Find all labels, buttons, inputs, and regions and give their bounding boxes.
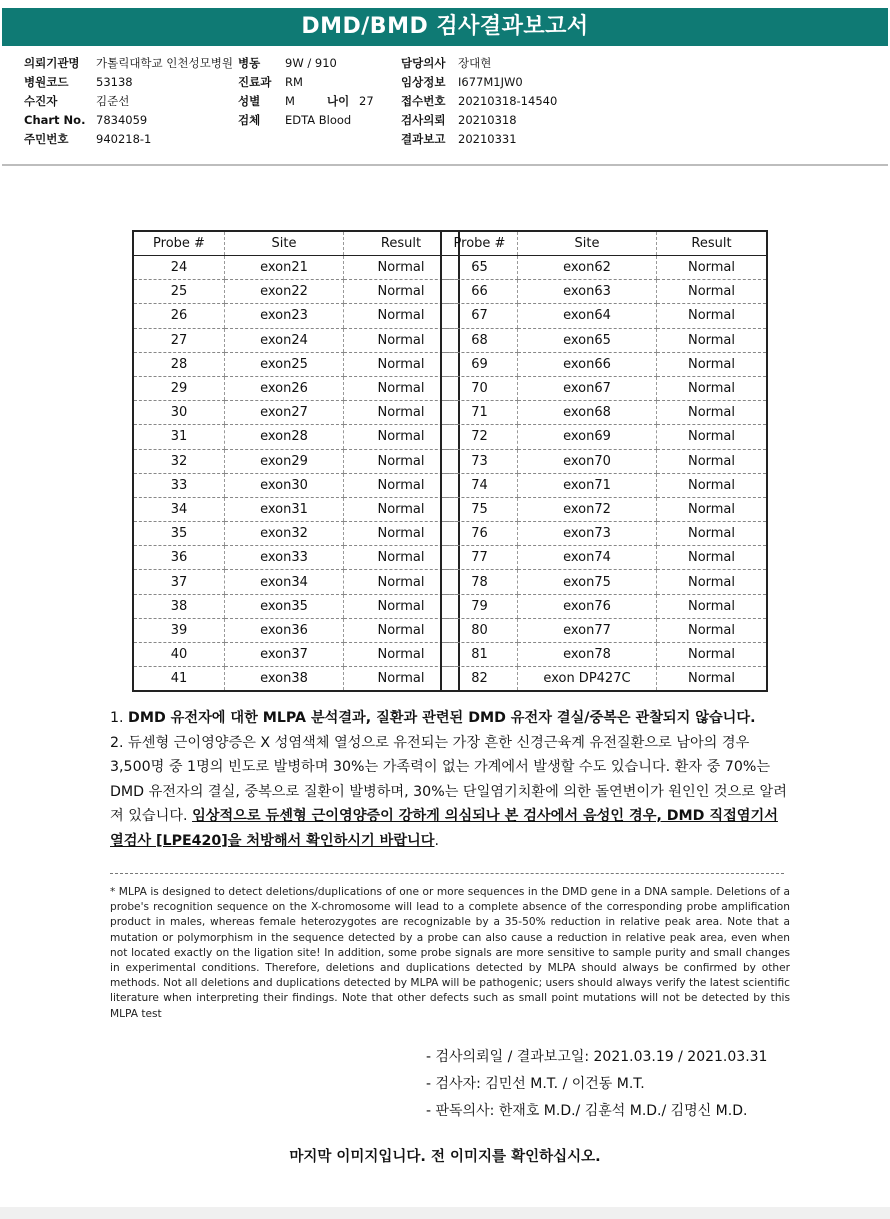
cell-result: Normal xyxy=(657,522,768,546)
cell-result: Normal xyxy=(344,304,460,328)
cell-result: Normal xyxy=(344,449,460,473)
cell-probe: 79 xyxy=(441,594,518,618)
cell-site: exon72 xyxy=(518,497,657,521)
table-row xyxy=(441,546,767,570)
table-row xyxy=(133,522,459,546)
cell-result: Normal xyxy=(657,352,768,376)
table-row xyxy=(133,473,459,497)
cell-result: Normal xyxy=(657,594,768,618)
info-row-receipt-no xyxy=(401,92,557,111)
cell-result: Normal xyxy=(344,643,460,667)
cell-probe: 36 xyxy=(133,546,225,570)
cell-site: exon66 xyxy=(518,352,657,376)
cell-site: exon22 xyxy=(225,280,344,304)
cell-result: Normal xyxy=(344,570,460,594)
table-row xyxy=(133,449,459,473)
table-row xyxy=(441,570,767,594)
note-1 xyxy=(110,706,790,731)
info-label: 접수번호 xyxy=(401,94,446,108)
info-value: 9W / 910 xyxy=(285,56,337,70)
cell-site: exon37 xyxy=(225,643,344,667)
note-1-number: 1. xyxy=(110,710,129,726)
info-label: 수진자 xyxy=(24,94,58,108)
cell-result: Normal xyxy=(657,280,768,304)
cell-result: Normal xyxy=(657,425,768,449)
cell-site: exon33 xyxy=(225,546,344,570)
info-row-institution xyxy=(24,54,233,73)
table-row xyxy=(133,256,459,280)
cell-site: exon62 xyxy=(518,256,657,280)
patient-info-right xyxy=(401,54,557,149)
probe-table-right xyxy=(440,230,768,692)
cell-probe: 76 xyxy=(441,522,518,546)
cell-result: Normal xyxy=(657,497,768,521)
info-label: 병원코드 xyxy=(24,75,69,89)
cell-site: exon30 xyxy=(225,473,344,497)
table-row xyxy=(133,570,459,594)
note-2-text: 2. 듀센형 근이영양증은 X 성염색체 열성으로 유전되는 가장 흔한 신경근육계 유전질환으로 남아의 경우 3,500명 중 1명의 빈도로 발병하며 30%는 가족력이 없는 가계에서 발생할 수도 있습니다. 환자 중 70%는 DMD 유전자의 결실, 중복으로 질환이 발병하며, 30%는 단일염기치환에 의한 돌연변이가 원인인 것으로 알려져 있습니다. xyxy=(110,734,787,824)
patient-info-middle xyxy=(238,54,374,130)
info-row-patient-name xyxy=(24,92,233,111)
cell-probe: 29 xyxy=(133,376,225,400)
interpretation-notes xyxy=(110,706,790,853)
cell-result: Normal xyxy=(657,449,768,473)
note-2-recommendation: 임상적으로 듀센형 근이영양증이 강하게 의심되나 본 검사에서 음성인 경우, DMD 직접염기서열검사 [LPE420]을 처방해서 확인하시기 바랍니다 xyxy=(110,808,778,849)
cell-site: exon28 xyxy=(225,425,344,449)
cell-result: Normal xyxy=(657,256,768,280)
dashed-divider xyxy=(110,873,784,874)
cell-probe: 25 xyxy=(133,280,225,304)
cell-probe: 35 xyxy=(133,522,225,546)
info-label: 결과보고 xyxy=(401,132,446,146)
cell-site: exon26 xyxy=(225,376,344,400)
cell-result: Normal xyxy=(344,401,460,425)
info-value: 20210318 xyxy=(458,113,517,127)
cell-result: Normal xyxy=(657,304,768,328)
table-row xyxy=(133,328,459,352)
table-header-row xyxy=(441,231,767,256)
table-row xyxy=(441,376,767,400)
table-row xyxy=(441,449,767,473)
note-2 xyxy=(110,731,790,854)
info-label: 나이 xyxy=(327,94,350,108)
table-row xyxy=(133,280,459,304)
cell-result: Normal xyxy=(657,376,768,400)
info-row-specimen xyxy=(238,111,374,130)
cell-probe: 68 xyxy=(441,328,518,352)
table-row xyxy=(441,328,767,352)
cell-probe: 72 xyxy=(441,425,518,449)
info-value: 20210331 xyxy=(458,132,517,146)
header-divider xyxy=(2,164,888,166)
header-probe: Probe # xyxy=(441,231,518,256)
cell-result: Normal xyxy=(344,522,460,546)
cell-site: exon32 xyxy=(225,522,344,546)
header-result: Result xyxy=(657,231,768,256)
cell-site: exon36 xyxy=(225,618,344,642)
cell-probe: 65 xyxy=(441,256,518,280)
info-value: I677M1JW0 xyxy=(458,75,523,89)
info-label: 주민번호 xyxy=(24,132,69,146)
signature-physicians: - 판독의사: 한재호 M.D./ 김훈석 M.D./ 김명신 M.D. xyxy=(426,1103,748,1119)
cell-site: exon23 xyxy=(225,304,344,328)
cell-probe: 78 xyxy=(441,570,518,594)
table-row xyxy=(441,618,767,642)
cell-result: Normal xyxy=(657,328,768,352)
cell-probe: 71 xyxy=(441,401,518,425)
cell-probe: 74 xyxy=(441,473,518,497)
info-label: 병동 xyxy=(238,56,261,70)
info-row-department xyxy=(238,73,374,92)
info-row-sex-age xyxy=(238,92,374,111)
cell-site: exon71 xyxy=(518,473,657,497)
cell-result: Normal xyxy=(657,401,768,425)
table-row xyxy=(441,497,767,521)
cell-probe: 40 xyxy=(133,643,225,667)
info-value: 940218-1 xyxy=(96,132,152,146)
cell-result: Normal xyxy=(344,256,460,280)
cell-probe: 81 xyxy=(441,643,518,667)
info-value: 27 xyxy=(359,94,374,108)
cell-site: exon75 xyxy=(518,570,657,594)
cell-result: Normal xyxy=(344,618,460,642)
info-label: 임상정보 xyxy=(401,75,446,89)
table-row xyxy=(441,304,767,328)
cell-site: exon21 xyxy=(225,256,344,280)
table-row xyxy=(441,473,767,497)
cell-result: Normal xyxy=(657,473,768,497)
table-row xyxy=(133,304,459,328)
table-row xyxy=(441,667,767,692)
cell-site: exon69 xyxy=(518,425,657,449)
info-row-resident-no xyxy=(24,130,233,149)
patient-info-left xyxy=(24,54,233,149)
info-row-hospital-code xyxy=(24,73,233,92)
cell-result: Normal xyxy=(344,594,460,618)
info-value: 장대현 xyxy=(458,56,492,70)
mlpa-disclaimer: * MLPA is designed to detect deletions/duplications of one or more sequences in the DMD gene in a DNA sample. Deletions of a probe's recognition sequence on the X-chromosome will lead to a complete absence of the corresponding probe amplification product in males, whereas female heterozygotes are recognizable by a 35-50% reduction in relative peak area. Note that a mutation or polymorphism in the sequence detected by a probe can also cause a reduction in relative peak area, even when not located exactly on the ligation site! In addition, some probe signals are more sensitive to sample purity and small changes in experimental conditions. Therefore, deletions and duplications detected by MLPA should always be confirmed by other methods. Not all deletions and duplications detected by MLPA will be pathogenic; users should always verify the latest scientific literature when interpreting their findings. Note that other defects such as small point mutations will not be detected by this MLPA test xyxy=(110,886,790,1020)
cell-probe: 82 xyxy=(471,671,488,687)
cell-site: exon35 xyxy=(225,594,344,618)
cell-site: exon34 xyxy=(225,570,344,594)
cell-probe: 27 xyxy=(133,328,225,352)
cell-probe: 80 xyxy=(441,618,518,642)
table-row xyxy=(133,643,459,667)
cell-site: exon65 xyxy=(518,328,657,352)
header-result: Result xyxy=(344,231,460,256)
final-page-message: 마지막 이미지입니다. 전 이미지를 확인하십시오. xyxy=(289,1149,601,1165)
cell-site: exon70 xyxy=(518,449,657,473)
cell-probe: 70 xyxy=(441,376,518,400)
info-label: 담당의사 xyxy=(401,56,446,70)
cell-site: exon31 xyxy=(225,497,344,521)
cell-result: Normal xyxy=(657,667,768,692)
cell-site: exon29 xyxy=(225,449,344,473)
cell-site: exon67 xyxy=(518,376,657,400)
report-title: DMD/BMD 검사결과보고서 xyxy=(2,8,888,46)
cell-probe: 41 xyxy=(170,671,188,687)
cell-site: exon78 xyxy=(518,643,657,667)
cell-site: exon77 xyxy=(518,618,657,642)
table-row xyxy=(441,256,767,280)
info-value: 20210318-14540 xyxy=(458,94,558,108)
cell-site: exon74 xyxy=(518,546,657,570)
cell-result: Normal xyxy=(657,618,768,642)
info-label: 검체 xyxy=(238,113,261,127)
table-row xyxy=(133,425,459,449)
table-row xyxy=(133,497,459,521)
cell-probe: 26 xyxy=(133,304,225,328)
cell-site: exon24 xyxy=(225,328,344,352)
table-row xyxy=(133,667,459,692)
cell-site: exon38 xyxy=(225,667,344,692)
cell-site: exon63 xyxy=(518,280,657,304)
probe-table-left xyxy=(132,230,460,692)
cell-result: Normal xyxy=(344,425,460,449)
note-2-end: . xyxy=(434,832,439,849)
cell-probe: 31 xyxy=(133,425,225,449)
info-label: 성별 xyxy=(238,94,261,108)
header-probe: Probe # xyxy=(133,231,225,256)
cell-site: exon DP427C xyxy=(518,667,657,692)
info-row-chart-no xyxy=(24,111,233,130)
cell-result: Normal xyxy=(344,497,460,521)
cell-probe: 38 xyxy=(133,594,225,618)
signature-dates: - 검사의뢰일 / 결과보고일: 2021.03.19 / 2021.03.31 xyxy=(426,1049,768,1065)
cell-result: Normal xyxy=(344,352,460,376)
cell-probe: 34 xyxy=(133,497,225,521)
table-row xyxy=(441,280,767,304)
info-value: EDTA Blood xyxy=(285,113,352,127)
table-row xyxy=(133,618,459,642)
table-row xyxy=(441,643,767,667)
cell-probe: 77 xyxy=(441,546,518,570)
cell-result: Normal xyxy=(657,570,768,594)
table-row xyxy=(441,522,767,546)
note-1-text: DMD 유전자에 대한 MLPA 분석결과, 질환과 관련된 DMD 유전자 결실/중복은 관찰되지 않습니다. xyxy=(128,710,756,726)
table-row xyxy=(133,352,459,376)
table-row xyxy=(441,425,767,449)
page-bottom-margin xyxy=(0,1207,890,1219)
info-value: RM xyxy=(285,75,303,89)
cell-probe: 39 xyxy=(133,618,225,642)
info-row-clinical-info xyxy=(401,73,557,92)
cell-result: Normal xyxy=(657,643,768,667)
cell-result: Normal xyxy=(344,473,460,497)
info-row-request-date xyxy=(401,111,557,130)
cell-probe: 67 xyxy=(441,304,518,328)
info-label: 검사의뢰 xyxy=(401,113,446,127)
info-value: 53138 xyxy=(96,75,133,89)
signature-block xyxy=(426,1044,767,1125)
info-value: 가톨릭대학교 인천성모병원 xyxy=(96,56,233,70)
info-label: 진료과 xyxy=(238,75,272,89)
cell-probe: 66 xyxy=(441,280,518,304)
info-label: 의뢰기관명 xyxy=(24,56,80,70)
table-row xyxy=(133,594,459,618)
cell-probe: 33 xyxy=(133,473,225,497)
cell-result: Normal xyxy=(344,376,460,400)
cell-result: Normal xyxy=(657,546,768,570)
cell-probe: 30 xyxy=(133,401,225,425)
info-value: M xyxy=(285,94,295,108)
table-row xyxy=(133,401,459,425)
table-row xyxy=(133,376,459,400)
info-row-report-date xyxy=(401,130,557,149)
cell-site: exon64 xyxy=(518,304,657,328)
table-row xyxy=(441,352,767,376)
table-row xyxy=(441,401,767,425)
cell-probe: 24 xyxy=(133,256,225,280)
table-row xyxy=(441,594,767,618)
info-value: 7834059 xyxy=(96,113,148,127)
cell-probe: 28 xyxy=(133,352,225,376)
cell-site: exon25 xyxy=(225,352,344,376)
table-row xyxy=(133,546,459,570)
cell-probe: 37 xyxy=(133,570,225,594)
header-site: Site xyxy=(225,231,344,256)
cell-probe: 75 xyxy=(441,497,518,521)
info-label: Chart No. xyxy=(24,113,86,127)
cell-site: exon27 xyxy=(225,401,344,425)
cell-result: Normal xyxy=(344,546,460,570)
info-row-doctor xyxy=(401,54,557,73)
cell-site: exon68 xyxy=(518,401,657,425)
cell-result: Normal xyxy=(344,667,460,692)
cell-result: Normal xyxy=(344,328,460,352)
table-header-row xyxy=(133,231,459,256)
header-site: Site xyxy=(518,231,657,256)
info-row-ward xyxy=(238,54,374,73)
cell-probe: 32 xyxy=(133,449,225,473)
cell-probe: 69 xyxy=(441,352,518,376)
cell-site: exon73 xyxy=(518,522,657,546)
info-value: 김준선 xyxy=(96,94,130,108)
signature-technicians: - 검사자: 김민선 M.T. / 이건동 M.T. xyxy=(426,1076,645,1092)
cell-result: Normal xyxy=(344,280,460,304)
cell-probe: 73 xyxy=(441,449,518,473)
cell-site: exon76 xyxy=(518,594,657,618)
